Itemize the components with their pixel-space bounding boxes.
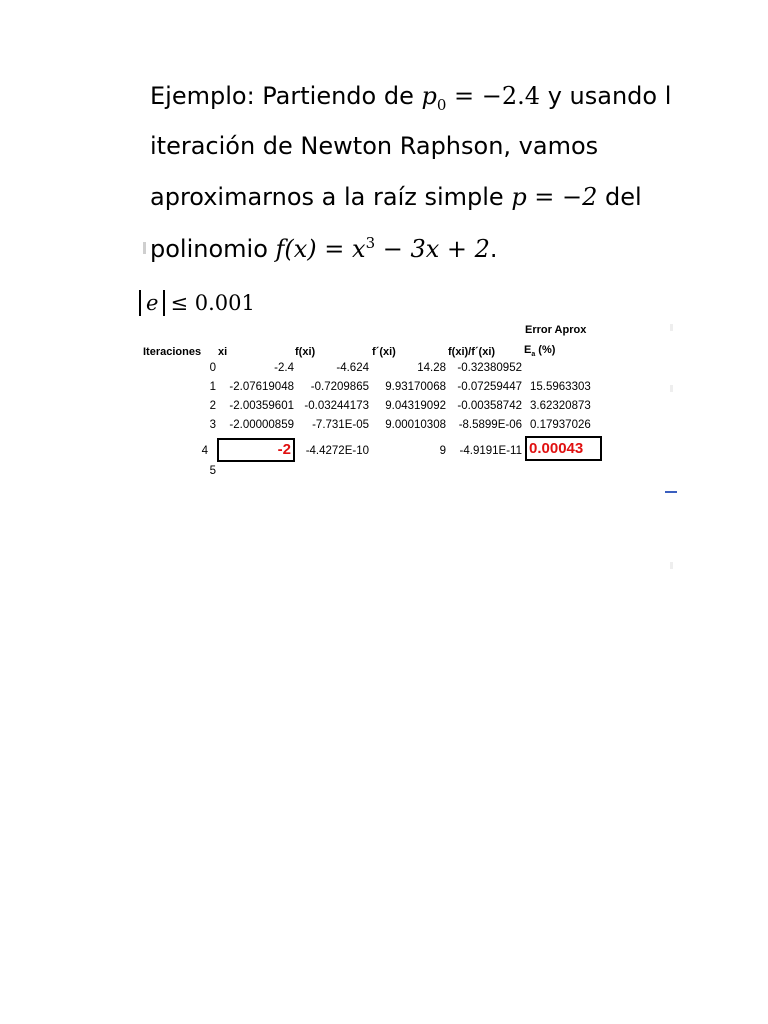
cell-fxi: -0.7209865 [310,381,369,393]
header-iteraciones: Iteraciones [143,346,202,358]
intro-text-tail: del [597,183,642,211]
cell-fxi: -7.731E-05 [312,419,369,431]
intro-line-3 [150,185,642,209]
tolerance-condition [134,290,255,316]
cell-dfxi: 9 [439,445,446,457]
cell-dfxi: 14.28 [417,362,446,374]
abs-bar-right [163,290,165,316]
cell-fxi: -4.4272E-10 [305,445,369,457]
cell-error: 3.62320873 [530,400,591,412]
p0-symbol: $p_0 = -2.4$ [421,82,541,114]
cell-ratio: -0.07259447 [457,381,522,393]
intro-line-2: iteración de Newton Raphson, vamos [150,132,599,160]
cell-iteration: 2 [209,400,216,412]
cell-error: 15.5963303 [530,381,591,393]
cell-fxi: -0.03244173 [304,400,369,412]
cell-iteration: 5 [209,465,216,477]
intro-line-4 [150,236,498,261]
cell-dfxi: 9.00010308 [385,419,446,431]
cell-error: 0.17937026 [530,419,591,431]
header-error-line2: $E_a$ (%) [524,344,556,359]
abs-bar-left [139,290,141,316]
cell-xi-highlighted: -2 [277,441,291,458]
header-xi: xi [218,346,228,358]
root-equation: p = −2 [511,183,598,211]
cell-iteration: 4 [201,445,208,457]
tolerance-symbol: e [146,291,159,315]
faint-mark [670,324,673,331]
cell-ratio: -0.32380952 [457,362,522,374]
intro-text: polinomio [150,235,276,263]
cell-ratio: -0.00358742 [457,400,522,412]
cell-error-highlighted: 0.00043 [529,440,584,457]
cell-xi: -2.00359601 [229,400,294,412]
cell-iteration: 1 [209,381,216,393]
cell-xi: -2.07619048 [229,381,294,393]
intro-text-tail: y usando l [540,82,672,110]
header-error-line1: Error Aprox [525,324,587,336]
cell-xi: -2.4 [274,362,294,374]
header-ratio: f(xi)/f´(xi) [448,346,496,358]
cell-fxi: -4.624 [336,362,369,374]
header-fxi: f(xi) [295,346,316,358]
cell-dfxi: 9.04319092 [385,400,446,412]
cell-xi: -2.00000859 [229,419,294,431]
faint-mark [670,562,673,569]
cell-ratio: -8.5899E-06 [458,419,522,431]
tolerance-value: ≤ 0.001 [170,291,255,315]
intro-text: Ejemplo: Partiendo de [150,82,422,110]
faint-mark [670,385,673,392]
cell-iteration: 0 [209,362,216,374]
intro-text: aproximarnos a la raíz simple [150,183,512,211]
intro-text-tail: . [489,235,498,263]
header-dfxi: f´(xi) [372,346,396,358]
accent-dash [665,491,677,493]
intro-line-1 [150,84,671,113]
polynomial-equation: $f(x) = x^3 - 3x + 2$ [275,234,490,263]
cell-ratio: -4.9191E-11 [459,445,522,457]
cell-iteration: 3 [209,419,216,431]
cell-dfxi: 9.93170068 [385,381,446,393]
dot-mark [143,242,146,254]
